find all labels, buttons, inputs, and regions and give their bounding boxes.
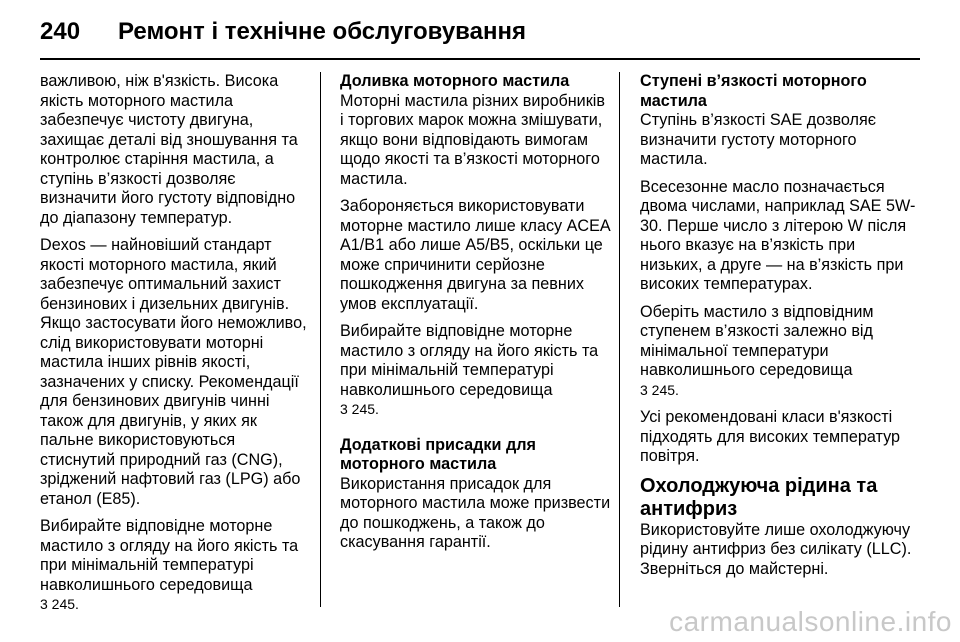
paragraph: Використовуйте лише охолоджуючу рідину антифриз без силікату (LLC). Зверніться до майстерні. [640,520,912,578]
paragraph-text: Вибирайте відповідне моторне мастило з огляду на його якість та при мінімальній температурі навколишнього середовища [340,322,599,399]
paragraph [340,322,612,420]
section-heading-large: Охолоджуюча рідина та антифриз [640,474,878,520]
paragraph [40,517,312,615]
column-left [40,72,312,623]
paragraph [640,303,922,401]
paragraph: Dexos — найновіший стандарт якості моторного мастила, який забезпечує оптимальний захист бензинових і дизельних двигунів. Якщо застосувати його неможливо, слід використовувати моторні мастила інших рівнів якості, зазначених у списку. Рекомендації для бензинових двигунів чинні також для двигунів, у яких як пальне використовуються стиснутий природний газ (CNG), зріджений нафтовий газ (LPG) або етанол (E85). [40,236,307,508]
paragraph-text: Оберіть мастило з відповідним ступенем в’язкості залежно від мінімальної температури навколишнього середовища [640,302,874,379]
page-title: Ремонт і технічне обслуговування [118,18,526,45]
watermark: carmanualsonline.info [669,606,952,637]
column-divider [320,72,321,607]
paragraph: Ступінь в’язкості SAE дозволяє визначити густоту моторного мастила. [640,111,876,168]
paragraph: важливою, ніж в'язкість. Висока якість моторного мастила забезпечує чистоту двигуна, захищає деталі від зношування та контролює старіння мастила, а ступінь в’язкості дозволяє визначити його густоту відповідно до діапазону температур. [40,72,298,227]
page-header [40,14,920,54]
column-right [640,72,922,587]
page-number: 240 [40,18,81,45]
paragraph: Використання присадок для моторного мастила може призвести до пошкоджень, а також до скасування гарантії. [340,474,611,551]
page-reference-link[interactable]: 3 245. [40,596,79,612]
column-middle [340,72,612,561]
paragraph-text: Вибирайте відповідне моторне мастило з огляду на його якість та при мінімальній температурі навколишнього середовища [40,517,299,594]
paragraph: Моторні мастила різних виробників і торгових марок можна змішувати, якщо вони відповідають вимогам щодо якості та в’язкості моторного мастила. [340,91,605,188]
section-heading: Доливка моторного мастила [340,72,570,90]
column-divider [619,72,620,607]
paragraph: Усі рекомендовані класи в'язкості підходять для високих температур повітря. [640,408,901,465]
page-reference-link[interactable]: 3 245. [340,401,379,417]
section-heading: Ступені в’язкості моторного мастила [640,72,867,110]
paragraph: Всесезонне масло позначається двома числами, наприклад SAE 5W-30. Перше число з літерою W після нього вказує на в’язкість при низьких, а друге — на в’язкість при високих температурах. [640,177,916,293]
page-reference-link[interactable]: 3 245. [640,381,679,398]
paragraph: Забороняється використовувати моторне мастило лише класу ACEA A1/B1 або лише A5/B5, оскільки це може спричинити серйозне пошкодження двигуна за певних умов експлуатації. [340,197,610,313]
section-heading: Додаткові присадки для моторного мастила [340,435,536,473]
header-divider [40,58,920,60]
